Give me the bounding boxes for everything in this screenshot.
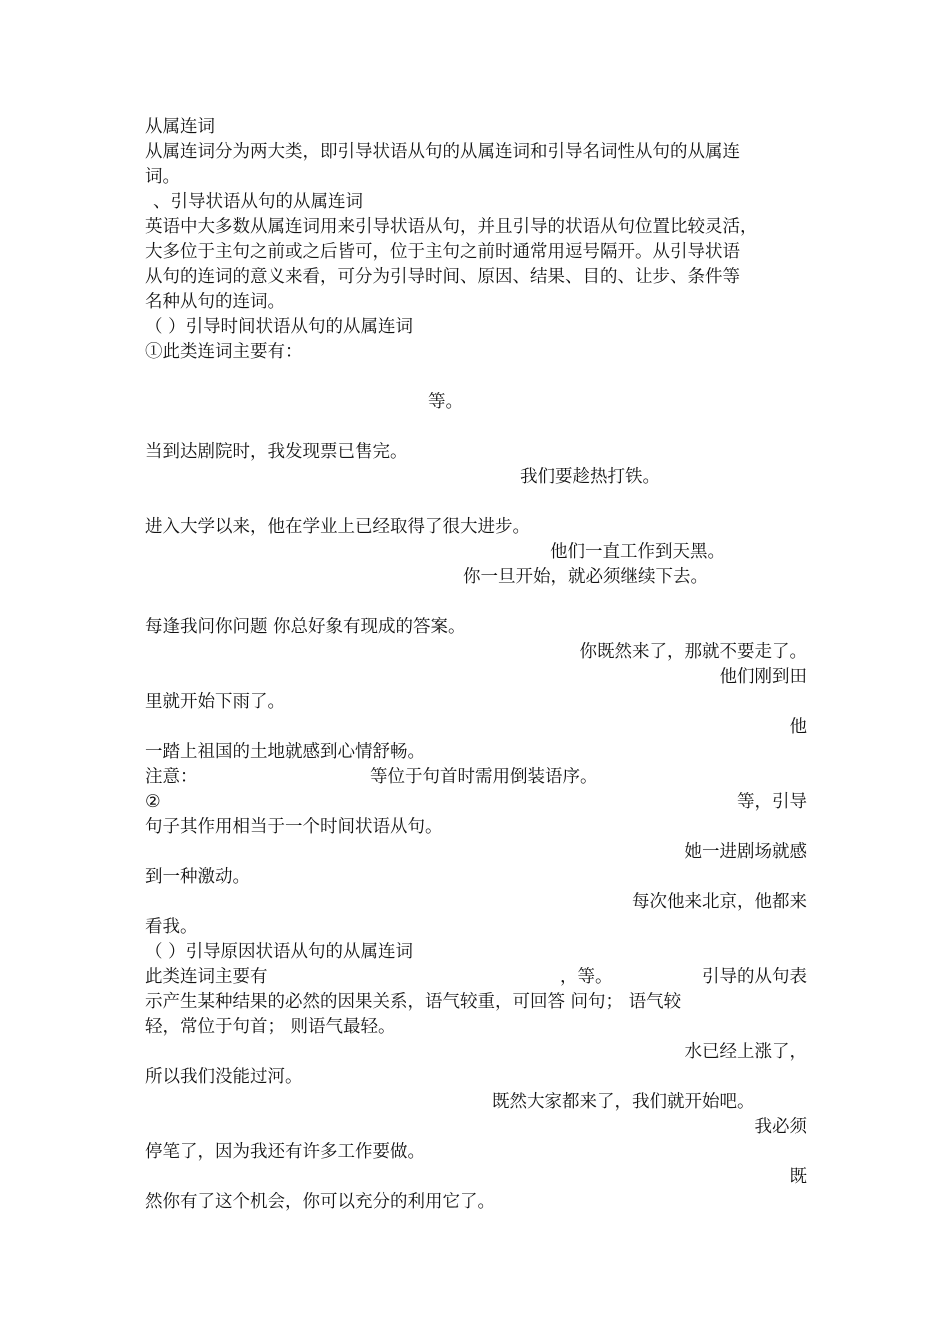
text-line-ex-8a: 他们刚到田 (719, 667, 807, 687)
text-line-cause-3: 轻，常位于句首； 则语气最轻。 (145, 1017, 396, 1037)
text-line-item-1: ①此类连词主要有： (145, 342, 303, 362)
text-line-ex-11a: 每次他来北京，他都来 (632, 892, 807, 912)
text-line-ex-12b: 所以我们没能过河。 (145, 1067, 303, 1087)
text-line-ex-2: 我们要趁热打铁。 (520, 467, 660, 487)
text-line-note: 注意： (145, 767, 198, 787)
text-line-intro-2: 词。 (145, 167, 180, 187)
text-line-ex-9b: 一踏上祖国的土地就感到心情舒畅。 (145, 742, 425, 762)
text-line-para-4: 名种从句的连词。 (145, 292, 285, 312)
text-line-para-1: 英语中大多数从属连词用来引导状语从句，并且引导的状语从句位置比较灵活， (145, 217, 758, 237)
text-line-ex-10a: 她一进剧场就感 (684, 842, 807, 862)
text-line-intro-1: 从属连词分为两大类，即引导状语从句的从属连词和引导名词性从句的从属连 (145, 142, 740, 162)
text-line-ex-3: 进入大学以来，他在学业上已经取得了很大进步。 (145, 517, 530, 537)
text-line-note-2: 等位于句首时需用倒装语序。 (370, 767, 598, 787)
text-line-ex-14b: 停笔了，因为我还有许多工作要做。 (145, 1142, 425, 1162)
text-line-sub-2: （ ）引导原因状语从句的从属连词 (145, 942, 414, 962)
text-line-para-3: 从句的连词的意义来看，可分为引导时间、原因、结果、目的、让步、条件等 (145, 267, 740, 287)
text-line-item-2-right: 等，引导 (737, 792, 807, 812)
text-line-ex-8b: 里就开始下雨了。 (145, 692, 285, 712)
text-line-item-2: ② (145, 792, 161, 812)
text-line-ex-15a: 既 (789, 1167, 807, 1187)
text-line-ex-4: 他们一直工作到天黑。 (550, 542, 725, 562)
text-line-ex-5: 你一旦开始，就必须继续下去。 (463, 567, 708, 587)
text-line-para-2: 大多位于主句之前或之后皆可，位于主句之前时通常用逗号隔开。从引导状语 (145, 242, 740, 262)
text-line-cause-1b: ，等。 (560, 967, 613, 987)
text-line-ex-7: 你既然来了，那就不要走了。 (579, 642, 807, 662)
text-line-deng: 等。 (428, 392, 463, 412)
text-line-sub-1: （ ）引导时间状语从句的从属连词 (145, 317, 414, 337)
text-line-cause-2: 示产生某种结果的必然的因果关系，语气较重，可回答 问句； 语气较 (145, 992, 682, 1012)
text-line-ex-13: 既然大家都来了，我们就开始吧。 (492, 1092, 755, 1112)
text-line-cause-1: 此类连词主要有 (145, 967, 268, 987)
text-line-ex-6: 每逢我问你问题 你总好象有现成的答案。 (145, 617, 466, 637)
text-line-section-1: 、引导状语从句的从属连词 (153, 192, 363, 212)
text-line-ex-15b: 然你有了这个机会，你可以充分的利用它了。 (145, 1192, 495, 1212)
text-line-ex-9a: 他 (789, 717, 807, 737)
text-line-cause-1c: 引导的从句表 (702, 967, 807, 987)
text-line-title: 从属连词 (145, 117, 215, 137)
text-line-item-2b: 句子其作用相当于一个时间状语从句。 (145, 817, 443, 837)
text-line-ex-11b: 看我。 (145, 917, 198, 937)
text-line-ex-12a: 水已经上涨了， (684, 1042, 807, 1062)
text-line-ex-14a: 我必须 (754, 1117, 807, 1137)
text-line-ex-1: 当到达剧院时，我发现票已售完。 (145, 442, 408, 462)
text-line-ex-10b: 到一种激动。 (145, 867, 250, 887)
